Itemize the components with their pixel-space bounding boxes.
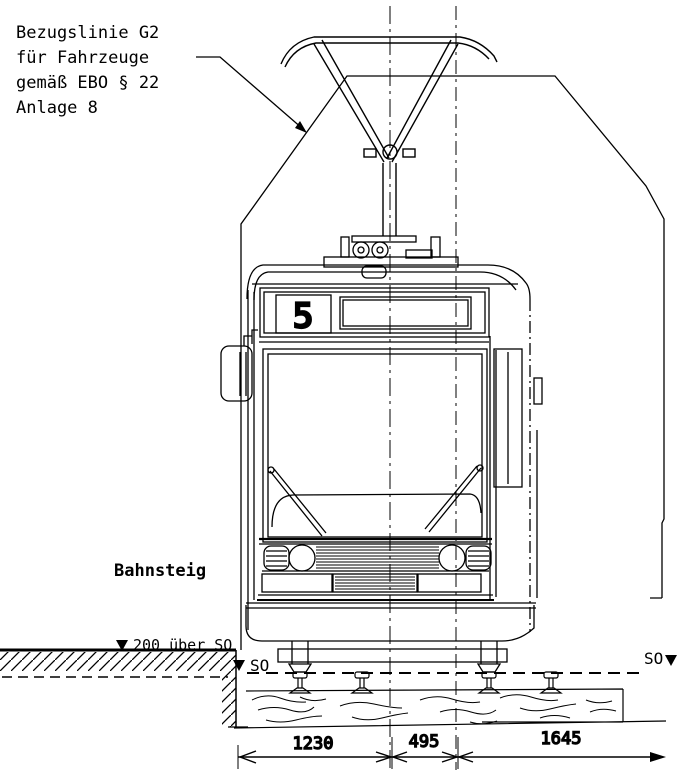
- wheel-right: [481, 641, 497, 664]
- destination-display: [340, 297, 471, 329]
- platform-height-label: 200 über SO: [133, 636, 233, 654]
- annotation-line: gemäß EBO § 22: [16, 73, 160, 93]
- annotation-line: Anlage 8: [16, 98, 98, 118]
- route-number: 5: [292, 296, 314, 337]
- dimension-value-middle: 495: [408, 732, 440, 752]
- dimension-value-left: 1230: [292, 734, 334, 754]
- pantograph: [281, 37, 497, 236]
- platform-face-hatch: [222, 671, 236, 727]
- centerlines: [390, 6, 456, 770]
- wiper-right: [425, 466, 481, 532]
- level-marker-icon: [665, 655, 677, 666]
- bogie-frame: [278, 649, 507, 662]
- ballast: [234, 689, 666, 728]
- front-grille: [316, 547, 439, 571]
- headlight-right: [439, 545, 465, 571]
- annotation-line: Bezugslinie G2: [16, 23, 160, 43]
- pantograph-arm-right: [387, 40, 458, 162]
- dimension-value-right: 1645: [540, 729, 582, 749]
- roof-equipment: [324, 236, 458, 267]
- windshield: [263, 349, 487, 542]
- roof-insulator: [353, 242, 369, 258]
- annotation-block: [16, 23, 159, 118]
- skirt: [246, 603, 536, 608]
- so-label-left: SO: [250, 656, 270, 675]
- door-latch: [534, 378, 542, 404]
- tram-body: [221, 265, 542, 641]
- pantograph-bow: [281, 37, 497, 64]
- dimension-line: [238, 729, 666, 769]
- platform-label: Bahnsteig: [114, 561, 207, 581]
- annotation-line: für Fahrzeuge: [16, 48, 150, 68]
- platform: [0, 650, 248, 727]
- headlight-left: [289, 545, 315, 571]
- rail: [290, 672, 310, 693]
- body-side-left: [248, 290, 254, 630]
- undercarriage: [278, 641, 507, 672]
- roof-outline: [247, 265, 530, 299]
- ballast-squiggles: [252, 695, 616, 724]
- pantograph-arm-left: [314, 40, 389, 162]
- wheel-left: [292, 641, 308, 664]
- roof-insulator: [372, 242, 388, 258]
- platform-hatch: [0, 652, 236, 671]
- gauge-outline: [241, 76, 664, 650]
- dim-arrow: [650, 752, 666, 762]
- so-label-right: SO: [644, 649, 664, 668]
- annotation-leader-line: [196, 57, 307, 133]
